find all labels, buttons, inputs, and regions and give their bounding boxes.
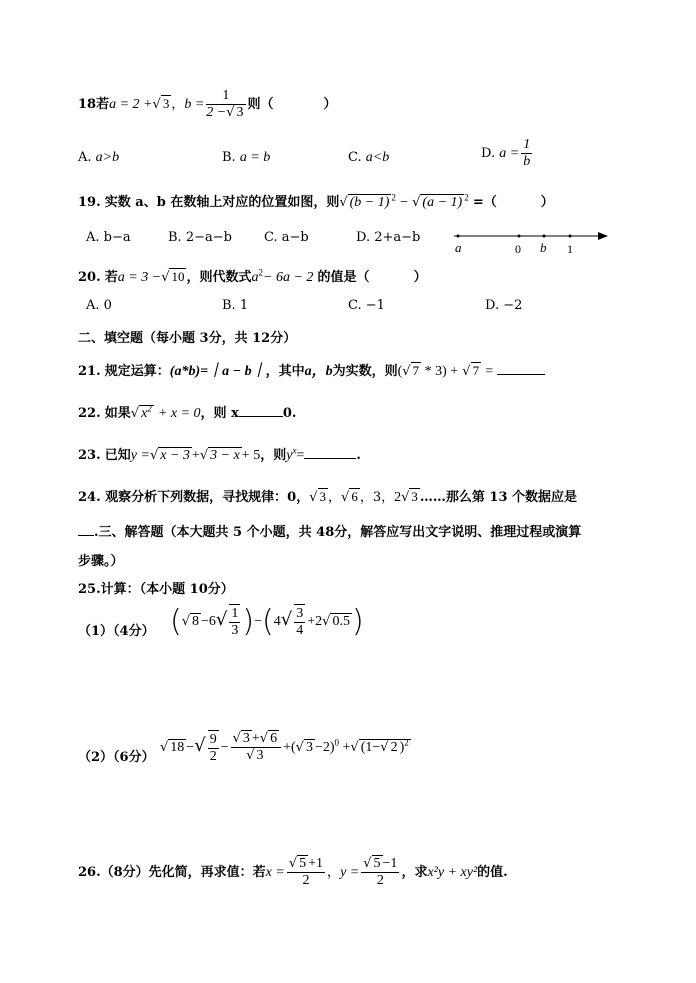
q20-option-d: D. −2 [485,298,523,313]
q24-line-3: 步骤。） [78,554,124,569]
q19-option-d: D. 2+a−b [356,230,421,245]
q25-part-1-label: （1）（4分） [78,624,155,639]
q20-option-b: B. 1 [222,298,249,313]
point-one [569,235,572,238]
q18-stem: 18若a = 2 +√ 3 ，b = $\frac{1}{2 -√ 3}$ 则（ ） [78,88,337,120]
label-a: a [455,240,462,255]
q24-line-2: .三、解答题（本大题共 5 个小题，共 48分，解答应写出文字说明、推理过程或演算 [78,521,581,540]
q26-y-fraction: $\frac{√ 5 -1}{2}$ [363,856,398,888]
q22-answer-blank[interactable] [239,416,283,417]
point-b [543,235,546,238]
label-zero: 0 [515,242,521,256]
q18-option-d: D. a = $\frac{1}{b}$ [481,137,531,169]
label-b: b [540,240,547,255]
label-one: 1 [567,242,573,256]
q20-option-c: C. −1 [348,298,385,313]
q23-stem: 23. 已知y =√ x − 3 +√ 3 − x + 5，则$y^x=$ . [78,445,361,463]
q19-option-a: A. b−a [86,230,131,245]
q26-stem: 26.（8分）先化简，再求值：若x = $\frac{√ 5 +1}{2}$ ，y = $\frac{√ 5 -1}{2}$ ，求x²y + xy²的值. [78,856,508,888]
section-2-title: 二、填空题（每小题 3分，共 12分） [78,331,297,346]
point-zero [518,235,521,238]
q24-line-1: 24. 观察分析下列数据，寻找规律：0，√ 3 ，√ 6 ，3，2√ 3 ……那么第 13 个数据应是 [78,489,578,505]
q19-option-c: C. a−b [264,230,309,245]
q18-option-a: A. a>b [78,150,120,165]
q18-option-c: C. a<b [348,150,390,165]
q21-answer-blank[interactable] [497,374,545,375]
q25-part-2-expression: √ 18 −√ $\frac{9}{2}$ − $\frac{√ 3 +√ 6}{√ 3}$ +(√ 3 −2)$^0$ +√ (1−√ 2 )$^2$ [160,731,409,764]
q26-x-fraction: $\frac{√ 5 +1}{2}$ [288,856,324,888]
q19-option-b: B. 2−a−b [168,230,232,245]
q25-part-1-expression: (√ 8 −6√ $\frac{1}{3}$ )−(4√ $\frac{3}{4}$ +2√ 0.5) [170,604,364,639]
q24-answer-blank[interactable] [78,535,94,536]
q21-stem: 21. 规定运算：(a*b)=｜a − b｜，其中a，b为实数，则(√ 7 * 3) + √ 7 = [78,360,545,380]
q19-stem: 19. 实数 a、b 在数轴上对应的位置如图，则√ (b − 1) $^2$ − √ (a − 1) $^2$ =（ ） [78,192,554,210]
number-line-arrow [598,232,608,240]
q20-stem: 20. 若a = 3 −√ 10 ，则代数式$a^2- 6a - 2$ 的值是（ ） [78,267,427,285]
q20-option-a: A. 0 [86,298,112,313]
q25-title: 25.计算：（本小题 10分） [78,582,234,597]
q18-fraction: $\frac{1}{2 -√ 3}$ [206,88,244,120]
q25-part-2-label: （2）（6分） [78,750,155,765]
q22-stem: 22. 如果√ $x^2 + x = 0$，则 x 0. [78,403,297,421]
q18-option-b: B. a = b [222,150,271,165]
point-a [457,235,460,238]
q23-answer-blank[interactable] [304,458,356,459]
number-line [450,224,615,258]
